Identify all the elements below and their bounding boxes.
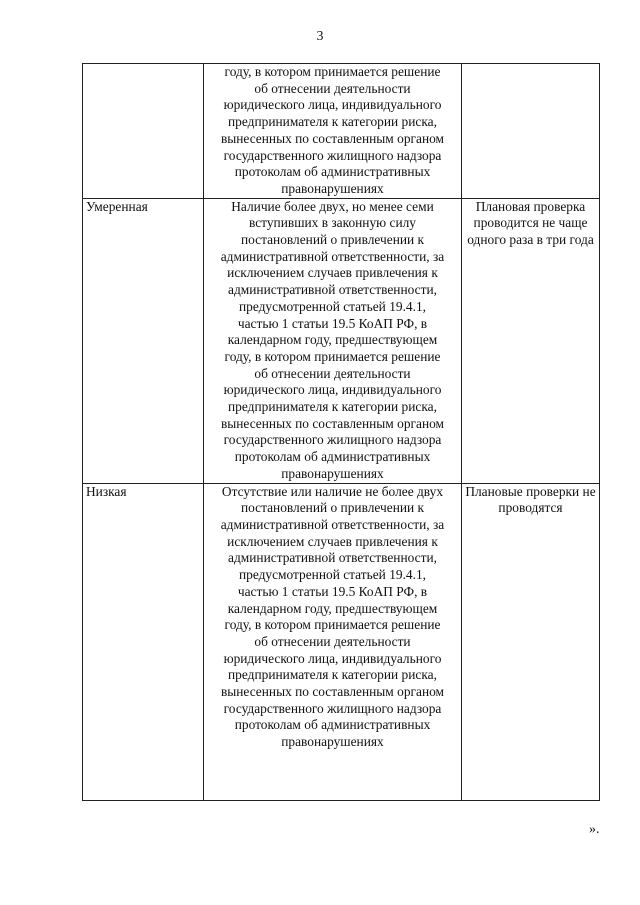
- criteria-line: административной ответственности, за: [220, 248, 445, 264]
- criteria-line: предусмотренной статьей 19.4.1,: [238, 567, 427, 583]
- criteria-line: правонарушениях: [281, 180, 384, 196]
- criteria-line: государственного жилищного надзора: [223, 700, 442, 716]
- criteria-cell: [204, 198, 462, 483]
- criteria-line: исключением случаев привлечения к: [227, 533, 438, 549]
- table-row: [83, 64, 600, 199]
- inspection-frequency-cell: Плановая проверка проводится не чаще одного раза в три года: [462, 198, 600, 483]
- criteria-line: частью 1 статьи 19.5 КоАП РФ, в: [237, 315, 428, 331]
- criteria-line: протоколам об административных: [234, 717, 431, 733]
- criteria-line: юридического лица, индивидуального: [223, 97, 442, 113]
- criteria-line: об отнесении деятельности: [254, 365, 411, 381]
- criteria-line: предпринимателя к категории риска,: [228, 114, 437, 130]
- risk-category-table: [82, 63, 600, 801]
- criteria-line: исключением случаев привлечения к: [227, 265, 438, 281]
- criteria-line: постановлений о привлечении к: [240, 232, 425, 248]
- criteria-line: юридического лица, индивидуального: [223, 650, 442, 666]
- criteria-line: административной ответственности, за: [220, 516, 445, 532]
- criteria-line: правонарушениях: [281, 465, 384, 481]
- inspection-frequency-cell: [462, 64, 600, 199]
- criteria-line: частью 1 статьи 19.5 КоАП РФ, в: [237, 583, 428, 599]
- table-row: [83, 483, 600, 800]
- criteria-line: протоколам об административных: [234, 449, 431, 465]
- criteria-line: юридического лица, индивидуального: [223, 382, 442, 398]
- criteria-line: государственного жилищного надзора: [223, 432, 442, 448]
- criteria-cell: [204, 64, 462, 199]
- criteria-line: об отнесении деятельности: [254, 80, 411, 96]
- criteria-line: году, в котором принимается решение: [224, 64, 441, 79]
- criteria-line: предпринимателя к категории риска,: [228, 399, 437, 415]
- criteria-line: протоколам об административных: [234, 164, 431, 180]
- criteria-line: вынесенных по составленным органом: [220, 130, 445, 146]
- criteria-line: году, в котором принимается решение: [224, 348, 441, 364]
- closing-quote-mark: ».: [589, 822, 600, 837]
- criteria-line: постановлений о привлечении к: [240, 500, 425, 516]
- criteria-line: предусмотренной статьей 19.4.1,: [238, 298, 427, 314]
- criteria-line: календарном году, предшествующем: [227, 332, 438, 348]
- risk-category-cell: Низкая: [83, 483, 204, 800]
- criteria-line: вступивших в законную силу: [248, 215, 417, 231]
- criteria-line: Наличие более двух, но менее семи: [231, 198, 434, 214]
- criteria-line: календарном году, предшествующем: [227, 600, 438, 616]
- criteria-cell: [204, 483, 462, 800]
- criteria-line: Отсутствие или наличие не более двух: [221, 483, 444, 499]
- criteria-line: об отнесении деятельности: [254, 633, 411, 649]
- table-row: [83, 198, 600, 483]
- page-number: 3: [316, 29, 324, 44]
- criteria-line: вынесенных по составленным органом: [220, 415, 445, 431]
- criteria-line: вынесенных по составленным органом: [220, 684, 445, 700]
- risk-category-cell: Умеренная: [83, 198, 204, 483]
- criteria-line: государственного жилищного надзора: [223, 147, 442, 163]
- criteria-line: предпринимателя к категории риска,: [228, 667, 437, 683]
- criteria-line: административной ответственности,: [228, 282, 437, 298]
- criteria-line: административной ответственности,: [228, 550, 437, 566]
- inspection-frequency-cell: Плановые проверки не проводятся: [462, 483, 600, 800]
- risk-category-cell: [83, 64, 204, 199]
- criteria-line: году, в котором принимается решение: [224, 617, 441, 633]
- criteria-line: правонарушениях: [281, 734, 384, 750]
